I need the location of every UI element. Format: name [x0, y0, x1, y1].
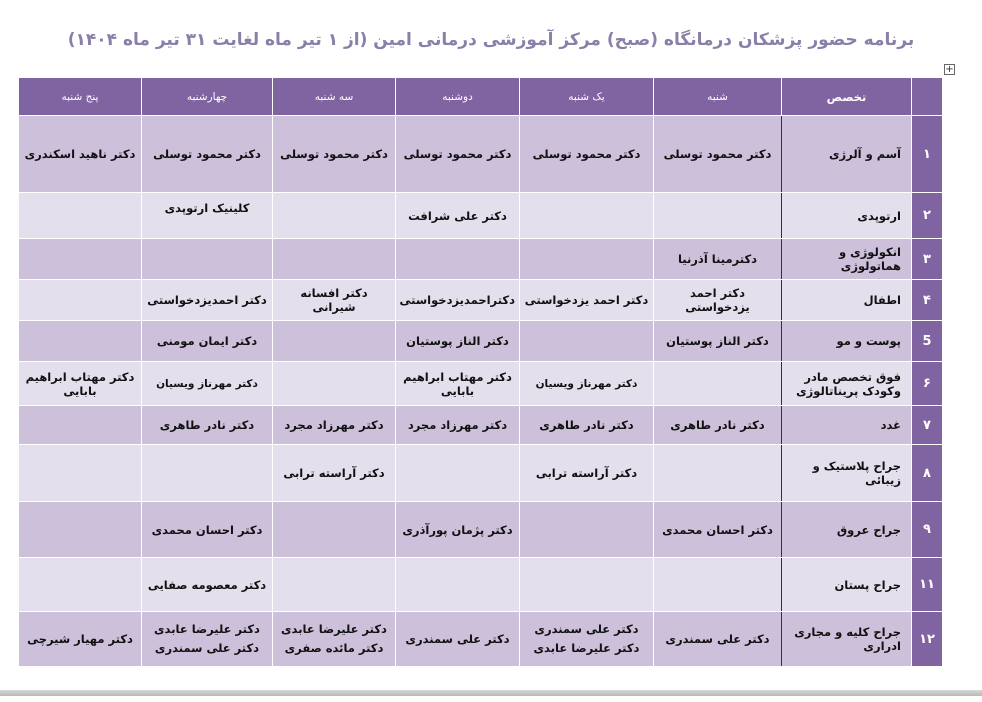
doctor-cell: دکتر مهتاب ابراهیم بابایی: [19, 362, 142, 406]
doctor-cell: [520, 502, 654, 558]
table-row: [19, 193, 943, 239]
doctor-cell: [396, 239, 520, 280]
doctor-name: دکتر علی سمندری: [154, 641, 260, 655]
table-row: [19, 116, 943, 193]
doctor-cell: دکتر مهرناز ویسیان: [520, 362, 654, 406]
doctor-cell: دکتر احمدیزدخواستی: [142, 280, 273, 321]
doctor-cell: [19, 280, 142, 321]
doctor-cell: دکتر معصومه صفایی: [142, 558, 273, 612]
doctor-cell: کلینیک ارتوپدی: [142, 193, 273, 239]
doctor-cell: دکتر احمد یزدخواستی: [520, 280, 654, 321]
doctor-cell: [654, 558, 782, 612]
doctor-cell: [142, 612, 273, 667]
doctor-cell: [142, 239, 273, 280]
doctor-cell: دکتر آراسته ترابی: [273, 445, 396, 502]
header-day-wednesday: چهارشنبه: [142, 78, 273, 116]
doctor-cell: [19, 239, 142, 280]
doctor-cell: [19, 558, 142, 612]
doctor-cell: دکتر احسان محمدی: [142, 502, 273, 558]
doctor-cell: [520, 239, 654, 280]
header-day-saturday: شنبه: [654, 78, 782, 116]
doctor-cell: دکتر محمود توسلی: [654, 116, 782, 193]
table-row: [19, 321, 943, 362]
header-day-tuesday: سه شنبه: [273, 78, 396, 116]
row-number: ۱۲: [912, 612, 943, 667]
doctor-cell: [19, 445, 142, 502]
specialty-cell: پوست و مو: [782, 321, 912, 362]
doctor-cell: دکتر مهیار شیرچی: [19, 612, 142, 667]
row-number: ۲: [912, 193, 943, 239]
doctor-cell: [396, 558, 520, 612]
doctor-name: دکتر علیرضا عابدی: [281, 622, 387, 636]
doctor-cell: دکتر نادر طاهری: [654, 406, 782, 445]
doctor-cell: دکتر مهرزاد مجرد: [273, 406, 396, 445]
row-number: ۱۱: [912, 558, 943, 612]
doctor-cell: [19, 321, 142, 362]
doctor-cell: [520, 558, 654, 612]
row-number: ۴: [912, 280, 943, 321]
doctor-cell: [19, 193, 142, 239]
doctor-cell: دکتر مهرناز ویسیان: [142, 362, 273, 406]
doctor-cell: دکترمینا آذرنیا: [654, 239, 782, 280]
doctor-cell: دکتر محمود توسلی: [520, 116, 654, 193]
header-row: [19, 78, 943, 116]
row-number: ۳: [912, 239, 943, 280]
specialty-cell: جراح پستان: [782, 558, 912, 612]
row-number: ۹: [912, 502, 943, 558]
specialty-cell: فوق تخصص مادر وکودک پریناتالوژی: [782, 362, 912, 406]
row-number: ۸: [912, 445, 943, 502]
row-number: ۱: [912, 116, 943, 193]
doctor-name: دکتر علی سمندری: [534, 622, 639, 636]
doctor-cell: دکتر علی سمندری: [654, 612, 782, 667]
schedule-body: [19, 116, 943, 667]
page-title: برنامه حضور پزشکان درمانگاه (صبح) مرکز آموزشی درمانی امین (از ۱ تیر ماه لغایت ۳۱ تیر ماه ۱۴۰۴): [67, 30, 915, 50]
doctor-cell: دکتر افسانه شیرانی: [273, 280, 396, 321]
table-row: [19, 612, 943, 667]
doctor-cell: [273, 612, 396, 667]
specialty-cell: غدد: [782, 406, 912, 445]
table-move-handle-icon[interactable]: +: [945, 64, 954, 75]
schedule-table: [18, 77, 943, 667]
table-row: [19, 502, 943, 558]
doctor-cell: دکتر نادر طاهری: [142, 406, 273, 445]
doctor-cell: دکتر نادر طاهری: [520, 406, 654, 445]
doctor-cell: [273, 558, 396, 612]
doctor-cell: [654, 193, 782, 239]
header-day-monday: دوشنبه: [396, 78, 520, 116]
doctor-cell: [19, 502, 142, 558]
table-row: [19, 280, 943, 321]
doctor-cell: [654, 362, 782, 406]
specialty-cell: آسم و آلرژی: [782, 116, 912, 193]
doctor-name: دکتر علیرضا عابدی: [154, 622, 260, 636]
doctor-cell: [396, 445, 520, 502]
doctor-cell: دکتر ایمان مومنی: [142, 321, 273, 362]
specialty-cell: جراح عروق: [782, 502, 912, 558]
doctor-cell: دکتر محمود توسلی: [396, 116, 520, 193]
doctor-cell: دکتر مهتاب ابراهیم بابایی: [396, 362, 520, 406]
header-specialty: تخصص: [782, 78, 912, 116]
doctor-cell: [273, 502, 396, 558]
page-bottom-edge: [0, 690, 982, 696]
doctor-name: دکتر مائده صفری: [284, 641, 384, 655]
doctor-cell: دکتر آراسته ترابی: [520, 445, 654, 502]
table-row: [19, 445, 943, 502]
doctor-cell: دکتر الناز پوستیان: [654, 321, 782, 362]
doctor-cell: [273, 321, 396, 362]
specialty-cell: جراح پلاستیک و زیبائی: [782, 445, 912, 502]
header-day-thursday: پنج شنبه: [19, 78, 142, 116]
doctor-cell: دکتر محمود توسلی: [142, 116, 273, 193]
doctor-cell: [654, 445, 782, 502]
header-num: [912, 78, 943, 116]
table-row: [19, 362, 943, 406]
doctor-cell: دکتر علی شرافت: [396, 193, 520, 239]
doctor-cell: [273, 193, 396, 239]
table-row: [19, 558, 943, 612]
doctor-cell: دکتر احمد یزدخواستی: [654, 280, 782, 321]
doctor-cell: [520, 193, 654, 239]
table-row: [19, 239, 943, 280]
doctor-cell: دکتر علی سمندری: [396, 612, 520, 667]
doctor-cell: دکتر الناز پوستیان: [396, 321, 520, 362]
doctor-name: دکتر علیرضا عابدی: [533, 641, 640, 655]
doctor-cell: [19, 406, 142, 445]
specialty-cell: اطفال: [782, 280, 912, 321]
doctor-cell: [142, 445, 273, 502]
doctor-cell: [273, 239, 396, 280]
specialty-cell: جراح کلیه و مجاری ادراری: [782, 612, 912, 667]
doctor-cell: دکتر پژمان پورآذری: [396, 502, 520, 558]
row-number: 5: [912, 321, 943, 362]
doctor-cell: دکتر محمود توسلی: [273, 116, 396, 193]
row-number: ۶: [912, 362, 943, 406]
table-row: [19, 406, 943, 445]
doctor-cell: [520, 612, 654, 667]
doctor-cell: [273, 362, 396, 406]
doctor-cell: [520, 321, 654, 362]
specialty-cell: ارتوپدی: [782, 193, 912, 239]
row-number: ۷: [912, 406, 943, 445]
doctor-cell: دکتراحمدیزدخواستی: [396, 280, 520, 321]
header-day-sunday: یک شنبه: [520, 78, 654, 116]
doctor-cell: دکتر مهرزاد مجرد: [396, 406, 520, 445]
specialty-cell: انکولوژی و هماتولوژی: [782, 239, 912, 280]
doctor-cell: دکتر احسان محمدی: [654, 502, 782, 558]
doctor-cell: دکتر ناهید اسکندری: [19, 116, 142, 193]
